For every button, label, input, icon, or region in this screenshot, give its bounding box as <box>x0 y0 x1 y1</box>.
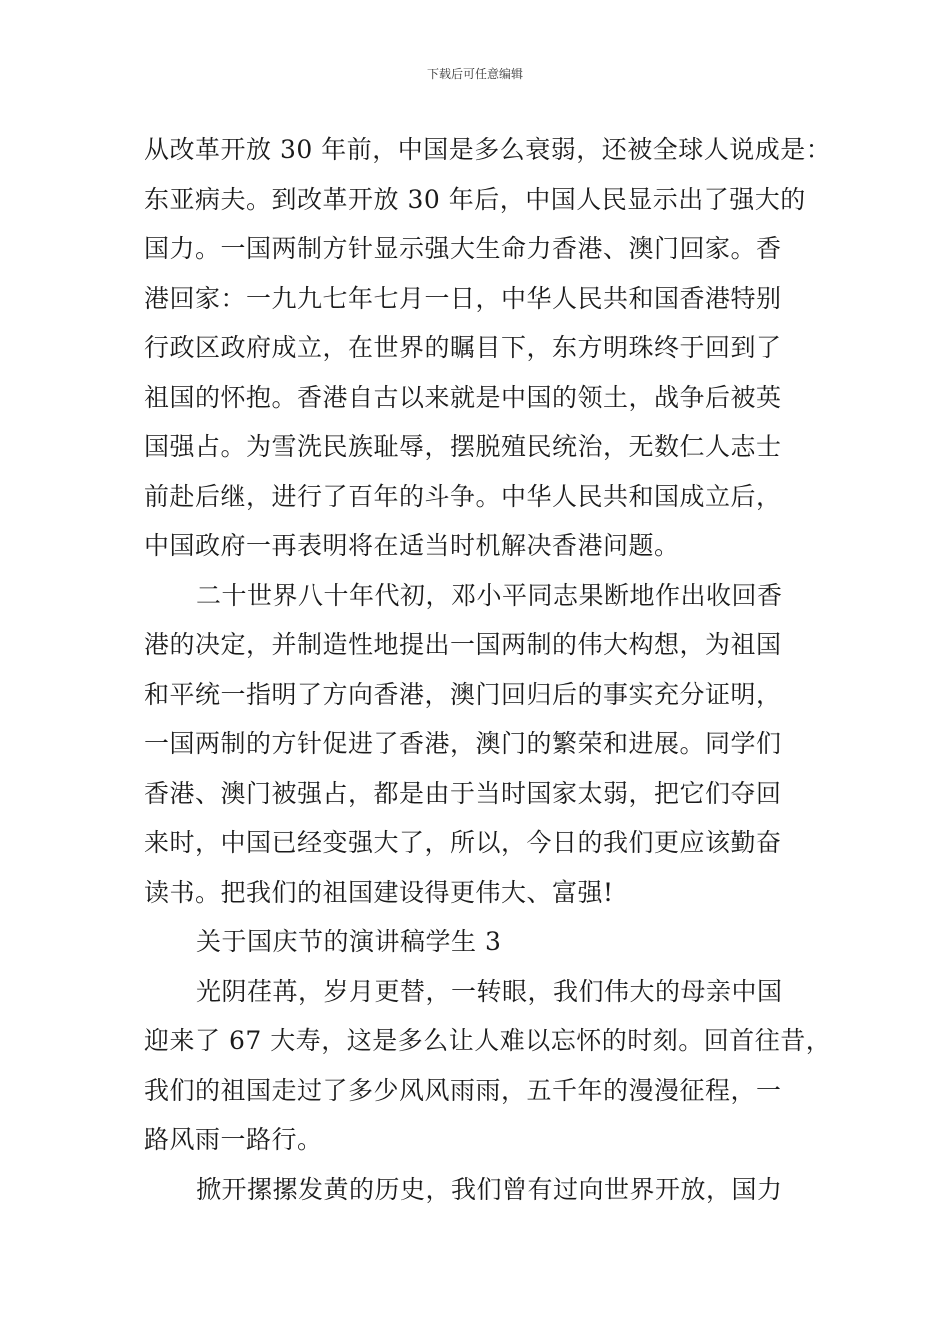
text-line: 读书。把我们的祖国建设得更伟大、富强! <box>144 877 614 907</box>
text-line: 港回家：一九九七年七月一日，中华人民共和国香港特别 <box>144 283 782 313</box>
text-line: 二十世界八十年代初，邓小平同志果断地作出收回香 <box>196 580 783 610</box>
page-header: 下载后可任意编辑 <box>426 67 523 81</box>
text-line: 迎来了 67 大寿，这是多么让人难以忘怀的时刻。回首往昔， <box>144 1026 832 1055</box>
text-line: 中国政府一再表明将在适当时机解决香港问题。 <box>144 531 680 560</box>
text-line: 港的决定，并制造性地提出一国两制的伟大构想，为祖国 <box>144 630 782 659</box>
text-line: 行政区政府成立，在世界的瞩目下，东方明珠终于回到了 <box>144 333 782 362</box>
text-line: 从改革开放 30 年前，中国是多么衰弱，还被全球人说成是： <box>144 135 832 164</box>
text-line: 路风雨一路行。 <box>144 1125 323 1154</box>
text-line: 光阴荏苒，岁月更替，一转眼，我们伟大的母亲中国 <box>196 976 783 1006</box>
text-line: 国力。一国两制方针显示强大生命力香港、澳门回家。香 <box>144 234 782 263</box>
text-line: 关于国庆节的演讲稿学生 3 <box>196 927 502 956</box>
text-line: 国强占。为雪洗民族耻辱，摆脱殖民统治，无数仁人志士 <box>144 432 782 461</box>
body-text <box>144 125 832 1214</box>
text-line: 我们的祖国走过了多少风风雨雨，五千年的漫漫征程，一 <box>144 1075 782 1105</box>
text-line: 一国两制的方针促进了香港，澳门的繁荣和进展。同学们 <box>144 729 782 758</box>
text-line: 前赴后继，进行了百年的斗争。中华人民共和国成立后， <box>144 481 782 511</box>
text-line: 东亚病夫。到改革开放 30 年后，中国人民显示出了强大的 <box>144 184 806 214</box>
text-line: 来时，中国已经变强大了，所以，今日的我们更应该勤奋 <box>144 828 782 857</box>
text-line: 掀开摞摞发黄的历史，我们曾有过向世界开放，国力 <box>196 1174 783 1204</box>
text-line: 祖国的怀抱。香港自古以来就是中国的领土，战争后被英 <box>144 382 782 412</box>
text-line: 香港、澳门被强占，都是由于当时国家太弱，把它们夺回 <box>144 778 782 808</box>
text-line: 和平统一指明了方向香港，澳门回归后的事实充分证明， <box>144 679 782 709</box>
